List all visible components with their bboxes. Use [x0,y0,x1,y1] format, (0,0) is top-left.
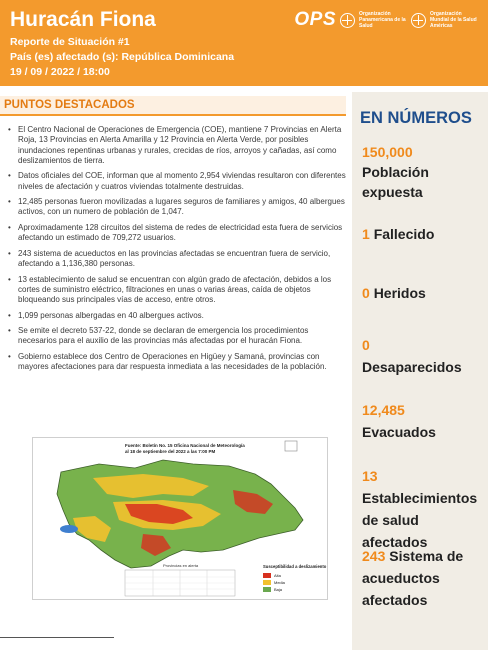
org-name-who [430,11,478,29]
who-emblem-icon [411,13,426,28]
stat-label: Evacuados [362,424,436,440]
highlight-item: • Se emite el decreto 537-22, donde se declaran de emergencia los procedimientos necesarios para el auxilio de las provincias más afectadas por el huracán Fiona. [8,326,348,347]
map-caption-line1: Fuente: Boletín No. 15 Oficina Nacional de Meteorología [125,443,245,448]
stat-value: 0 [362,337,370,353]
map-caption-line2: al 18 de septiembre del 2022 a las 7:00 PM [125,449,216,454]
report-title: Huracán Fiona [10,8,156,31]
highlight-item: • 12,485 personas fueron movilizadas a lugares seguros de familiares y amigos, 40 albergues activos, con un numero de población de 1,047. [8,197,348,218]
highlights-title: PUNTOS DESTACADOS [4,99,135,111]
stat-label: Heridos [373,285,426,301]
stat-value: 150,000 [362,144,413,160]
affected-country: País (es) afectado (s): República Dominicana [10,51,235,63]
legend-swatch-low [263,587,271,592]
footnote-divider [0,637,114,638]
highlights-heading [0,96,346,116]
stat-label: Desaparecidos [362,359,462,375]
highlight-item: • Gobierno establece dos Centro de Operaciones en Higüey y Samaná, provincias con mayores afectaciones para dar respuesta inmediata a las necesidades de la población. [8,352,348,373]
legend-label-medium: Media [274,580,285,585]
highlight-item: • Aproximadamente 128 circuitos del sistema de redes de electricidad esta fuera de servicios afectando un estimado de 709,272 usuarios. [8,223,348,244]
stat-label: Población expuesta [362,164,429,200]
stat-value: 12,485 [362,402,405,418]
stat-value: 0 [362,285,370,301]
numbers-title: EN NÚMEROS [360,109,472,127]
legend-swatch-medium [263,580,271,585]
legend-swatch-high [263,573,271,578]
highlight-item: • 243 sistema de acueductos en las provincias afectadas se encuentran fuera de servicio, afectando a 1,136,380 personas. [8,249,348,270]
highlights-list [8,125,348,378]
stat-label: Sistema de acueductos afectados [362,548,464,608]
stat-value: 1 [362,226,370,242]
stat-health-facilities [362,465,486,553]
landslide-susceptibility-map [32,437,328,600]
highlight-item: • Datos oficiales del COE, informan que al momento 2,954 viviendas resultaron con diferentes niveles de afectación y cuatros viviendas totalmente destruidas. [8,171,348,192]
stat-label: Fallecido [373,226,435,242]
stat-injured [362,283,486,303]
legend-label-low: Baja [274,587,283,592]
lake-enriquillo [60,525,78,533]
numbers-panel [352,92,488,650]
stat-exposed-population [362,142,486,202]
provinces-table-title: Provincias en alerta [163,563,199,568]
who-name: Organización Mundial de la Salud [430,11,477,23]
stat-missing [362,334,486,378]
report-header [0,0,488,86]
stat-label: Establecimientos de salud afectados [362,490,478,550]
report-number: Reporte de Situación #1 [10,36,130,48]
stat-water-systems [362,545,486,611]
highlight-item: • 1,099 personas albergadas en 40 albergues activos. [8,311,348,321]
map-graphic [33,438,329,601]
stat-value: 13 [362,468,378,484]
stat-value: 243 [362,548,386,564]
highlight-item: • 13 establecimiento de salud se encuentran con algún grado de afectación, debidos a los cortes de suministro eléctrico, filtraciones en unas o varias áreas, caída de objetos bloqueando sus principales vías de acceso, entre otros. [8,275,348,306]
map-inset [285,441,297,451]
highlight-item: • El Centro Nacional de Operaciones de Emergencia (COE), mantiene 7 Provincias en Alerta Roja, 13 Provincias en Alerta Amarilla y 12 Provincia en Alerta Verde, por posibles inundaciones repentinas urbanas y rurales, crecidas de ríos, arroyos y cañadas, así como deslizamientos de tierra. [8,125,348,166]
legend-label-high: Alta [274,573,281,578]
stat-deaths [362,224,486,244]
stat-evacuated [362,399,486,443]
ops-logo [294,9,478,31]
legend-title: Susceptibilidad a deslizamiento [263,564,327,569]
org-name-paho: Organización Panamericana de la Salud [359,11,406,29]
ops-logo-text: OPS [294,9,336,30]
highlights-column [0,92,350,640]
paho-emblem-icon [340,13,355,28]
who-region: Américas [430,23,453,29]
report-date: 19 / 09 / 2022 / 18:00 [10,66,110,78]
